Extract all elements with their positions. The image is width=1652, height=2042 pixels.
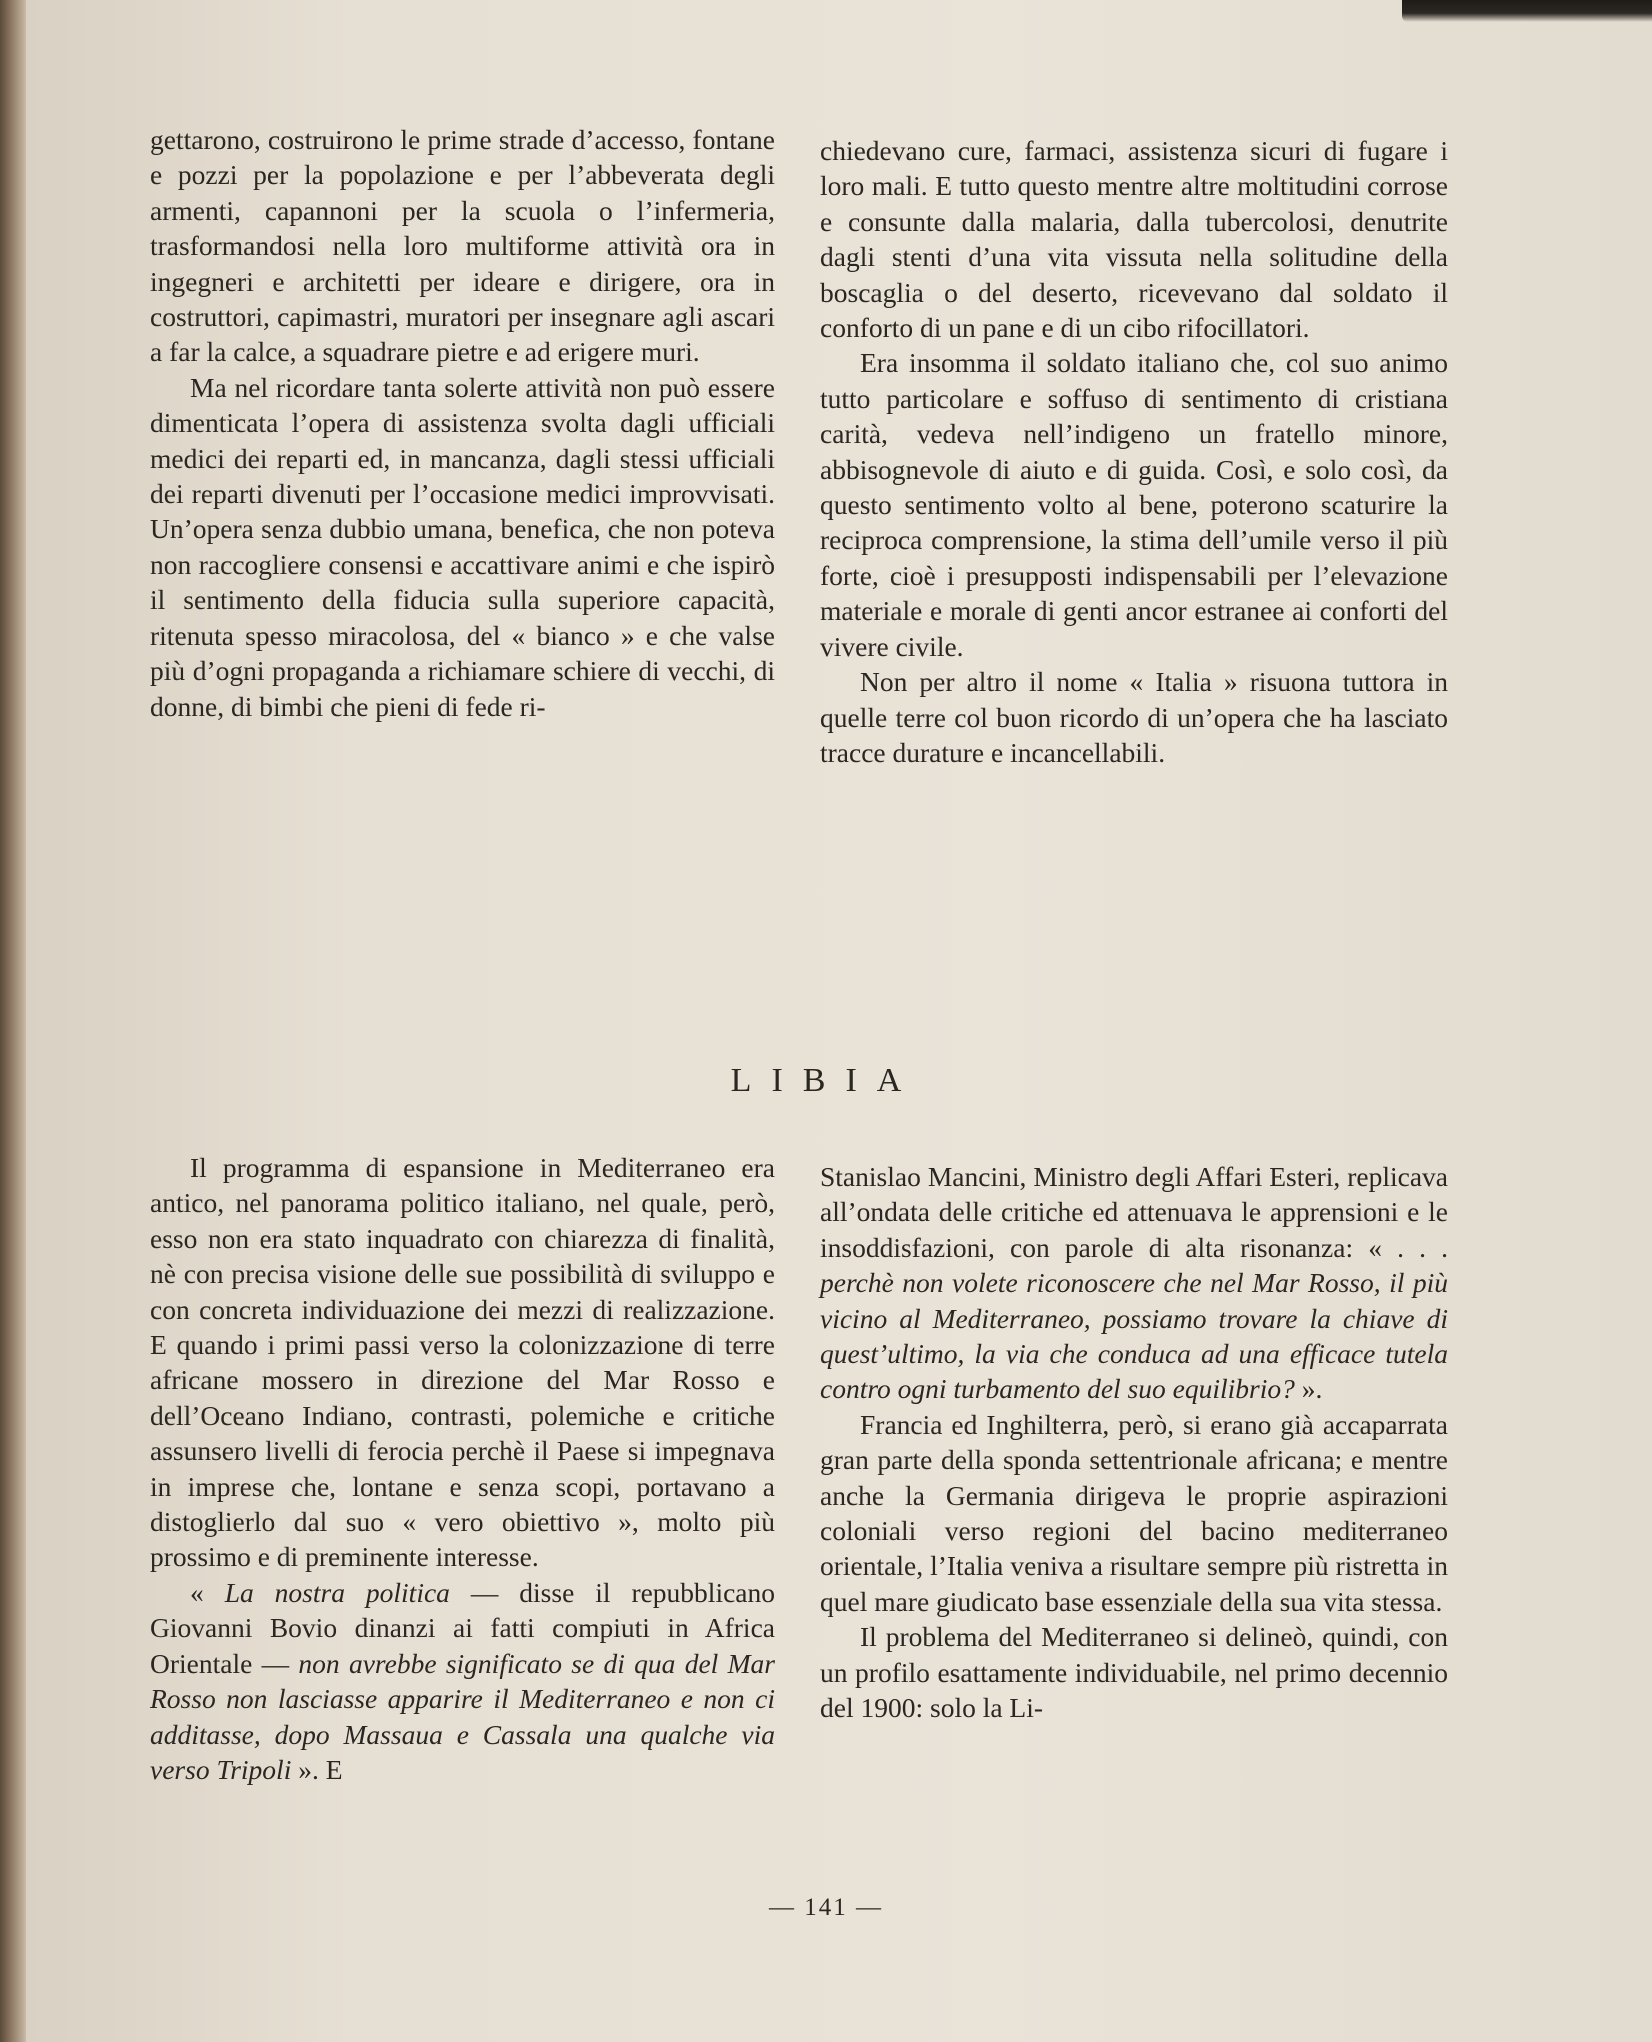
book-spine-shadow [0,0,26,2042]
paragraph: Non per altro il nome « Italia » risuona tuttora in quelle terre col buon ricordo di un’opera che ha lasciato tracce durature e incancellabili. [820,666,1448,768]
page-number: — 141 — [769,1894,883,1921]
paragraph: Ma nel ricordare tanta solerte attività non può essere dimenticata l’opera di assistenza svolta dagli ufficiali medici dei reparti ed, in mancanza, dagli stessi ufficiali dei reparti divenuti per l’occasione medici improvvisati. Un’opera senza dubbio umana, benefica, che non poteva non raccogliere consensi e accattivare animi e che ispirò il sentimento della fiducia sulla superiore capacità, ritenuta spesso miracolosa, del « bianco » e che valse più d’ogni propaganda a richiamare schiere di vecchi, di donne, di bimbi che pieni di fede ri- [150,371,775,722]
paragraph: Il problema del Mediterraneo si delineò, quindi, con un profilo esattamente individuabile, nel primo decennio del 1900: solo la Li- [820,1621,1448,1724]
bottom-right-column [820,1159,1448,1726]
text-span: ». [1294,1373,1323,1405]
text-span: ». E [291,1753,343,1785]
quote-text: non avrebbe significato se di qua del Mar Rosso non lasciasse apparire il Mediterraneo e non ci additasse, dopo Massaua e Cassala una qualche via verso Tripoli [150,1647,775,1785]
paragraph: chiedevano cure, farmaci, assistenza sicuri di fugare i loro mali. E tutto questo mentre altre moltitudini corrose e consunte dalla malaria, dalla tubercolosi, denutrite dagli stenti d’una vita vissuta nella solitudine della boscaglia o del deserto, ricevevano dal soldato il conforto di un pane e di un cibo rifocillatori. [820,135,1448,344]
paragraph: Era insomma il soldato italiano che, col suo animo tutto particolare e soffuso di sentimento di cristiana carità, vedeva nell’indigeno un fratello minore, abbisognevole di aiuto e di guida. Così, e solo così, da questo sentimento volto al bene, poterono scaturire la reciproca comprensione, la stima dell’umile verso il più forte, cioè i presupposti indispensabili per l’elevazione materiale e morale di genti ancor estranee ai conforti del vivere civile. [820,347,1448,662]
quote-text: La nostra politica [224,1576,450,1608]
section-title: LIBIA [730,1062,922,1099]
top-left-column [150,122,775,724]
paragraph-with-quote [150,1575,775,1787]
quote-text: perchè non volete riconoscere che nel Mar Rosso, il più vicino al Mediterraneo, possiamo trovare la chiave di quest’ultimo, la via che conduca ad una efficace tutela contro ogni turbamento del suo equilibrio? [820,1267,1448,1405]
paragraph: gettarono, costruirono le prime strade d’accesso, fontane e pozzi per la popolazione e per l’abbeverata degli armenti, capannoni per la scuola o l’infermeria, trasformandosi nella loro multiforme attività ora in ingegneri e architetti per ideare e dirigere, ora in costruttori, capimastri, muratori per insegnare agli ascari a far la calce, a squadrare pietre e ad erigere muri. [150,124,775,368]
bottom-left-column [150,1150,775,1787]
text-span: Stanislao Mancini, Ministro degli Affari Esteri, replicava all’ondata delle critiche ed attenuava le apprensioni e le insoddisfazioni, con parole di alta risonanza: « . . . [820,1161,1448,1263]
top-right-column [820,133,1448,770]
text-span: — disse il repubblicano Giovanni Bovio dinanzi ai fatti compiuti in Africa Orientale — [150,1576,775,1679]
paragraph: Francia ed Inghilterra, però, si erano già accaparrata gran parte della sponda settentrionale africana; e mentre anche la Germania dirigeva le proprie aspirazioni coloniali verso regioni del bacino mediterraneo orientale, l’Italia veniva a risultare sempre più ristretta in quel mare giudicato base essenziale della sua vita stessa. [820,1408,1448,1617]
page-corner-shadow [1402,0,1652,22]
paragraph: Il programma di espansione in Mediterraneo era antico, nel panorama politico italiano, nel quale, però, esso non era stato inquadrato con chiarezza di finalità, nè con precisa visione delle sue possibilità di sviluppo e con concreta individuazione dei mezzi di realizzazione. E quando i primi passi verso la colonizzazione di terre africane mossero in direzione del Mar Rosso e dell’Oceano Indiano, contrasti, polemiche e critiche assunsero livelli di ferocia perchè il Paese si impegnava in imprese che, lontane e senza scopi, portavano a distoglierlo dal suo « vero obiettivo », molto più prossimo e di preminente interesse. [150,1152,775,1573]
quote-open: « [190,1576,225,1608]
paragraph-with-quote [820,1159,1448,1407]
